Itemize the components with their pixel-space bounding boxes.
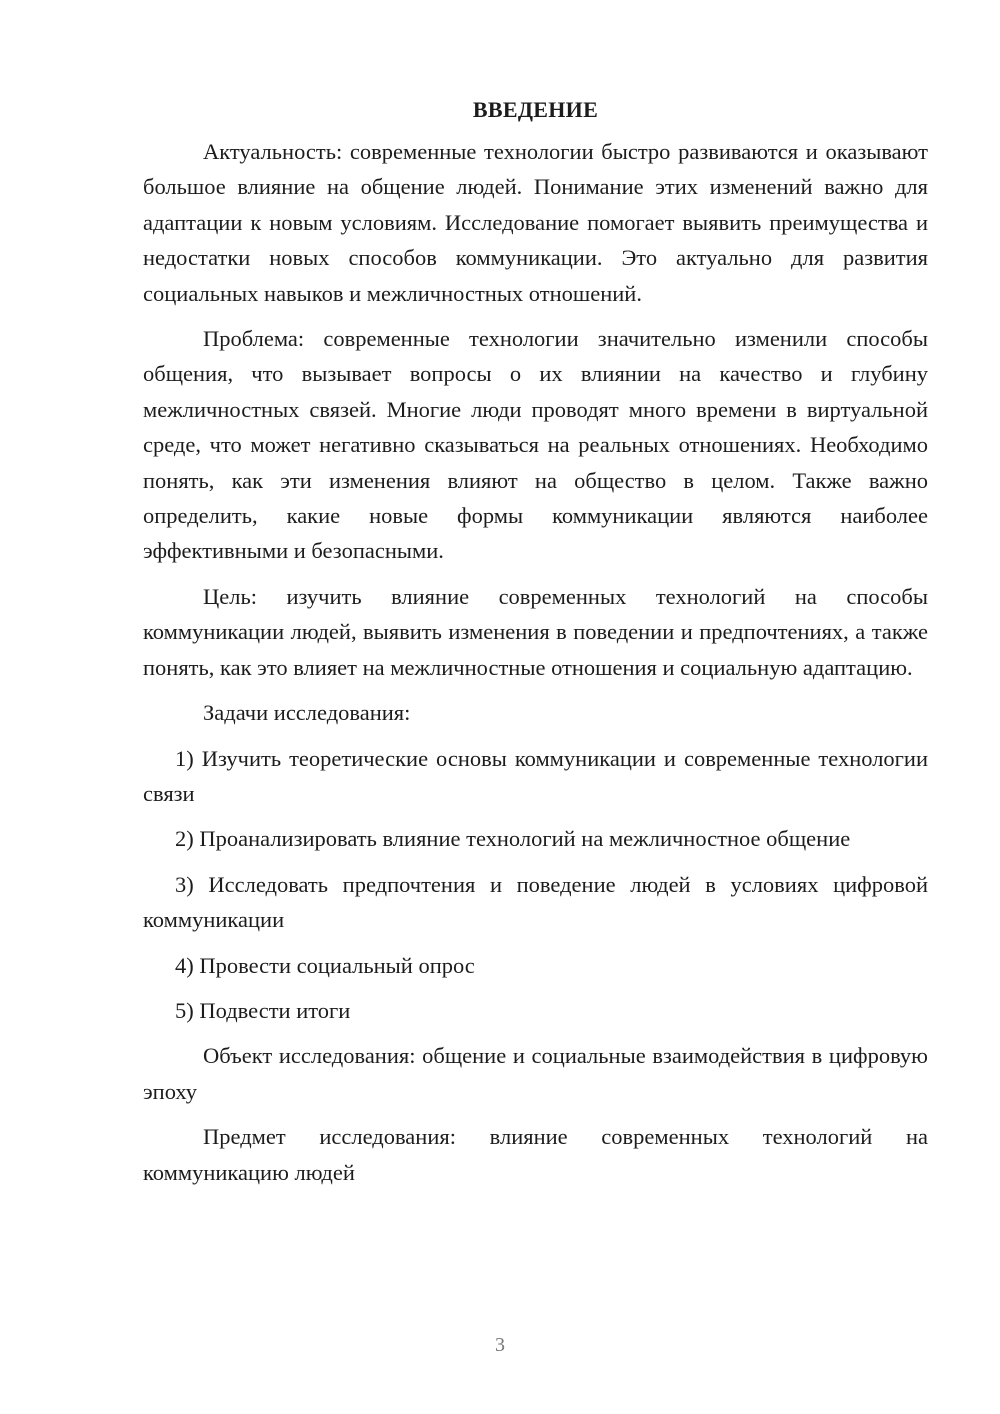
object-paragraph: Объект исследования: общение и социальные взаимодействия в цифровую эпоху [143, 1043, 928, 1104]
task-item-2: 2) Проанализировать влияние технологий на межличностное общение [175, 826, 851, 852]
task-item-5: 5) Подвести итоги [175, 997, 351, 1023]
task-item-4: 4) Провести социальный опрос [175, 952, 475, 978]
page-number: 3 [495, 1334, 505, 1356]
task-item-3: 3) Исследовать предпочтения и поведение людей в условиях цифровой коммуникации [143, 871, 928, 933]
problem-paragraph: Проблема: современные технологии значительно изменили способы общения, что вызывает вопросы о их влиянии на качество и глубину межличностных связей. Многие люди проводят много времени в виртуальной среде, что может негативно сказываться на реальных отношениях. Необходимо понять, как эти изменения влияют на общество в целом. Также важно определить, какие новые формы коммуникации являются наиболее эффективными и безопасными. [143, 326, 928, 564]
goal-paragraph: Цель: изучить влияние современных технологий на способы коммуникации людей, выявить изменения в поведении и предпочтениях, а также понять, как это влияет на межличностные отношения и социальную адаптацию. [143, 583, 928, 680]
relevance-paragraph: Актуальность: современные технологии быстро развиваются и оказывают большое влияние на общение людей. Понимание этих изменений важно для адаптации к новым условиям. Исследование помогает выявить преимущества и недостатки новых способов коммуникации. Это актуально для развития социальных навыков и межличностных отношений. [143, 139, 928, 306]
subject-paragraph: Предмет исследования: влияние современных технологий на коммуникацию людей [143, 1124, 928, 1185]
document-page [143, 92, 928, 1190]
section-title: ВВЕДЕНИЕ [472, 97, 599, 122]
task-item-1: 1) Изучить теоретические основы коммуникации и современные технологии связи [143, 745, 928, 806]
tasks-heading: Задачи исследования: [203, 700, 411, 726]
